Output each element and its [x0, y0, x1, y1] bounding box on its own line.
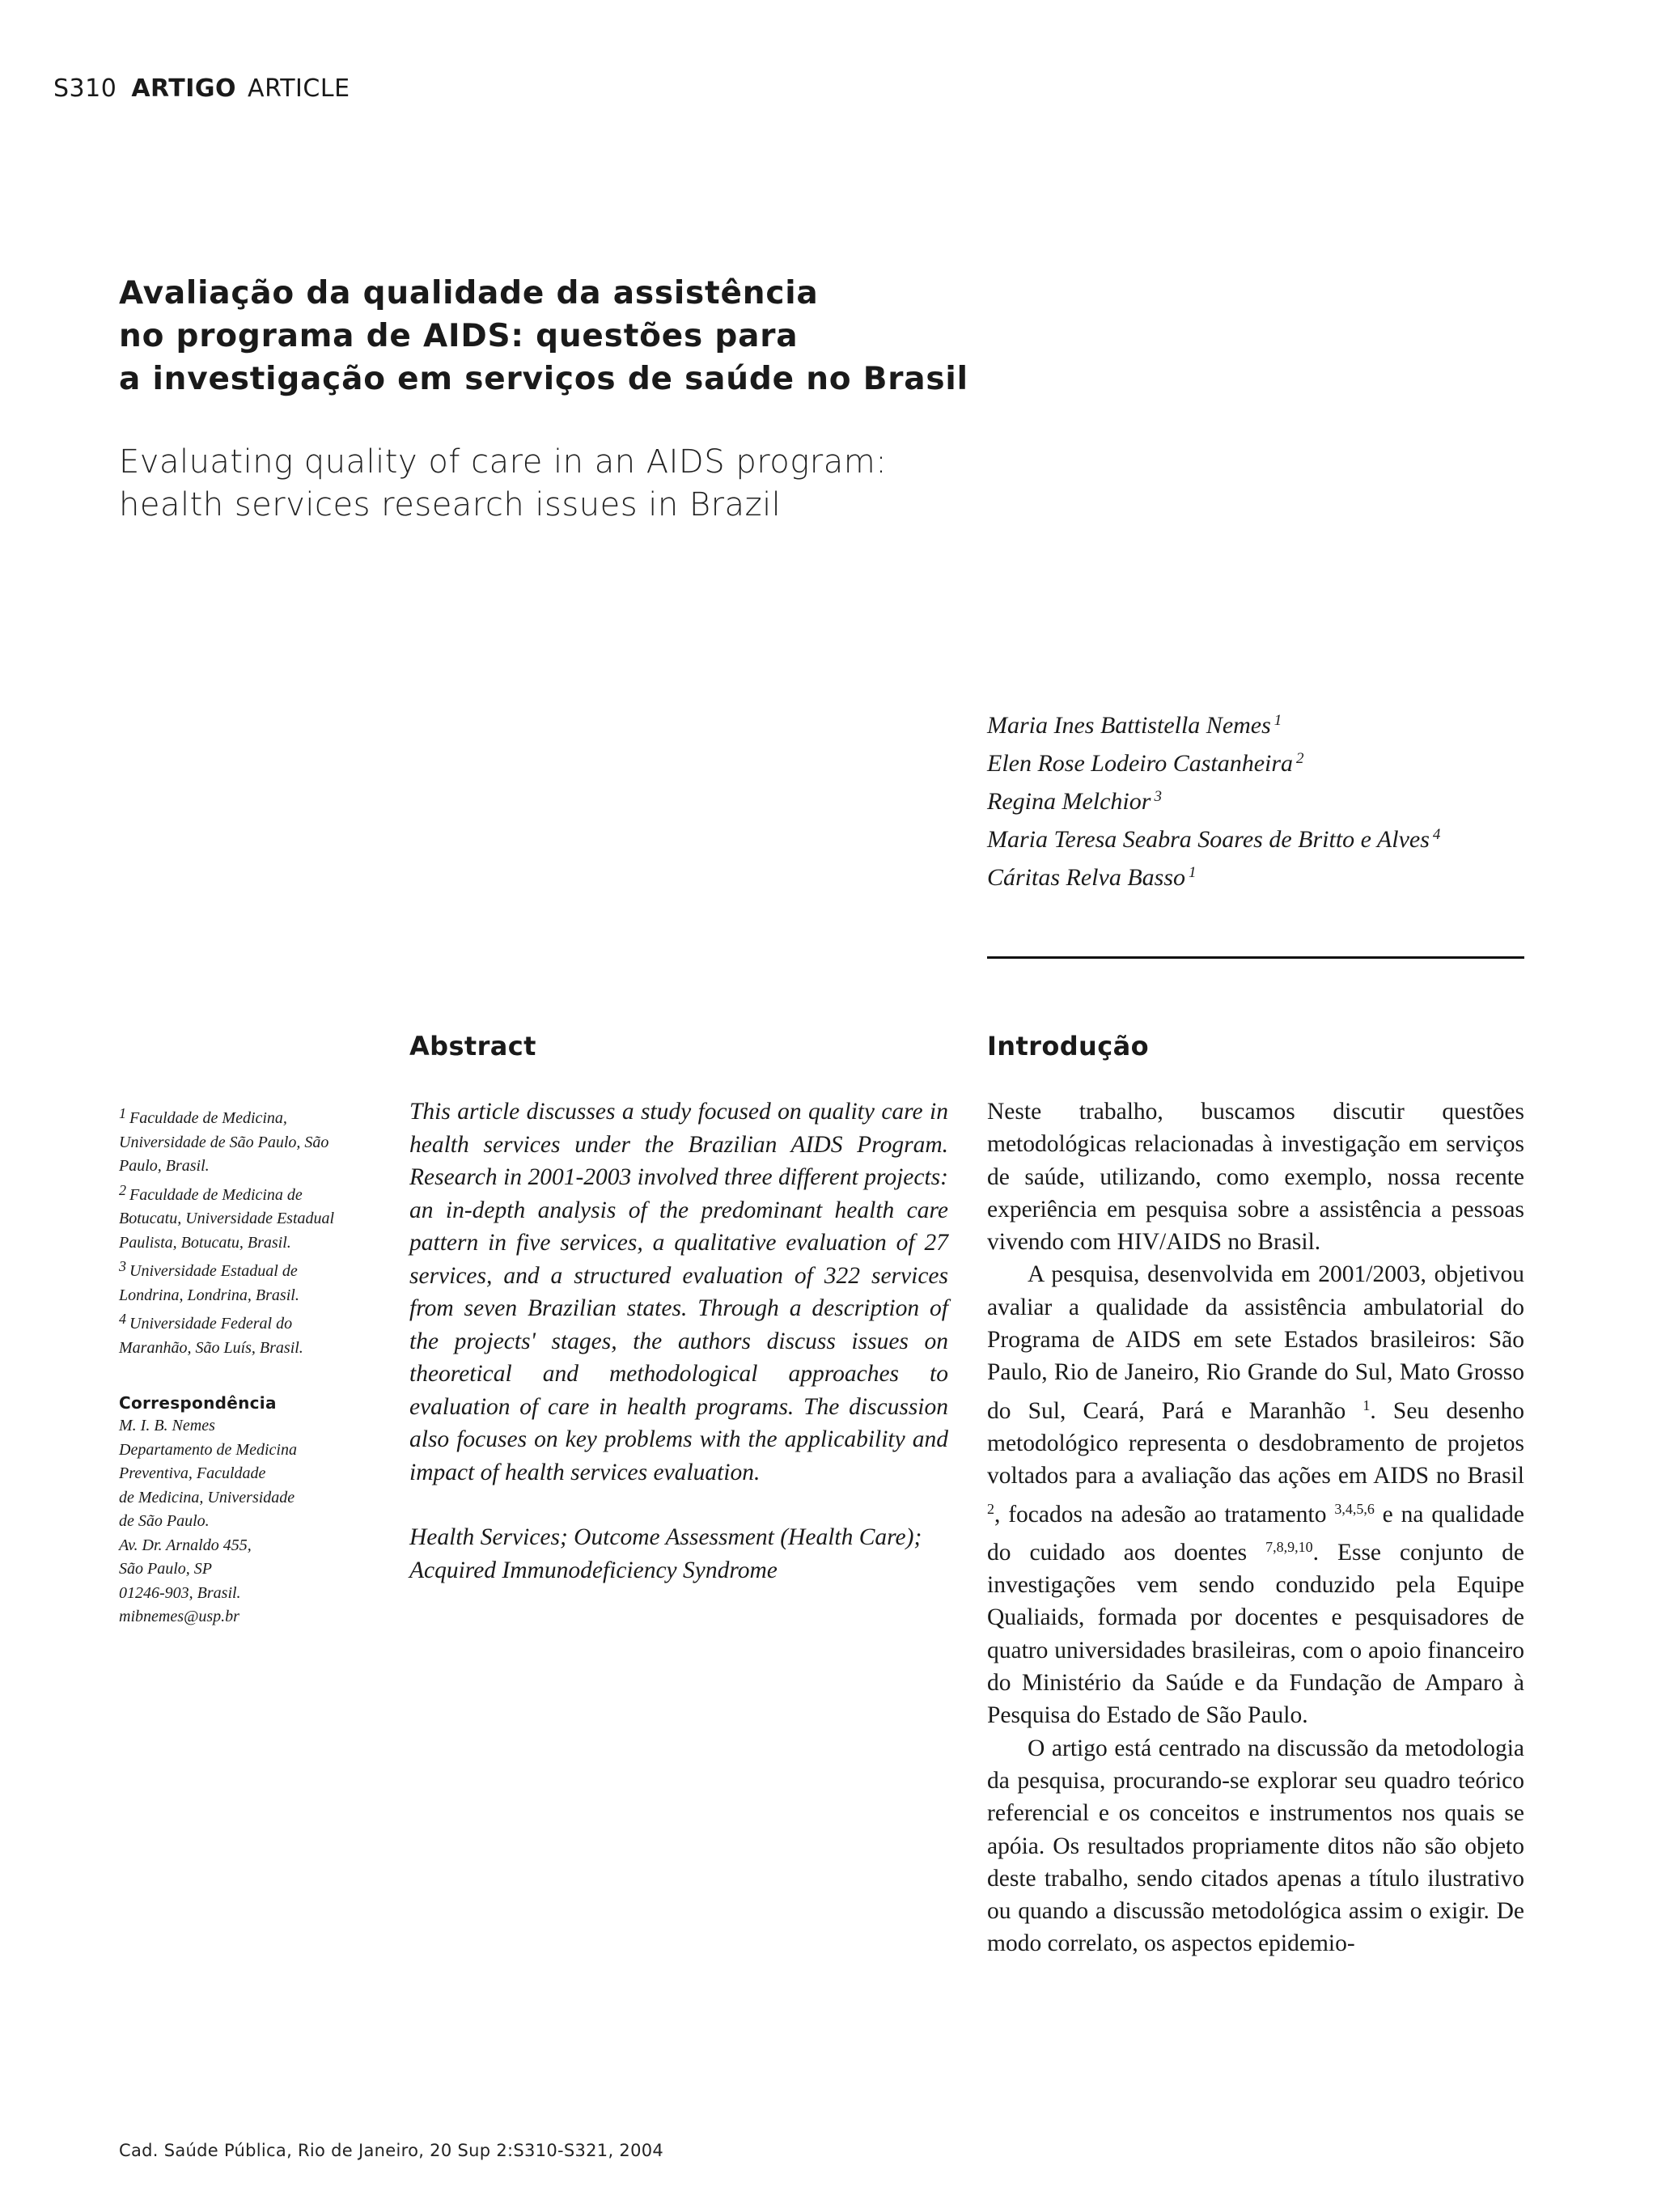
correspondence-line: 01246-903, Brasil.	[119, 1583, 241, 1602]
correspondence-line: M. I. B. Nemes	[119, 1417, 215, 1434]
abstract-keywords: Health Services; Outcome Assessment (Health Care); Acquired Immunodeficiency Syndrome	[409, 1524, 922, 1583]
section-divider	[987, 956, 1524, 959]
affiliation-text: Faculdade de Medicina, Universidade de São Paulo, São Paulo, Brasil.	[119, 1109, 329, 1175]
author	[987, 856, 1440, 894]
citation-ref[interactable]: 7,8,9,10	[1265, 1538, 1313, 1555]
author-list	[987, 704, 1440, 894]
intro-paragraph	[987, 1258, 1524, 1731]
author	[987, 704, 1440, 742]
correspondence-line: de Medicina, Universidade	[119, 1488, 295, 1506]
title-pt-line: no programa de AIDS: questões para	[119, 318, 799, 354]
intro-text: . Esse conjunto de investigações vem sendo conduzido pela Equipe Qualiaids, formada por docentes e pesquisadores de quatro universidades brasileiras, com o apoio financeiro do Ministério da Saúde e da Fundação de Amparo à Pesquisa do Estado de São Paulo.	[987, 1539, 1524, 1729]
affiliation-number: 1	[119, 1105, 126, 1121]
correspondence-line: Departamento de Medicina	[119, 1440, 297, 1459]
intro-paragraph: O artigo está centrado na discussão da metodologia da pesquisa, procurando-se explorar seu quadro teórico referencial e os conceitos e instrumentos nos quais se apóia. Os resultados propriamente ditos não são objeto deste trabalho, sendo citados apenas a título ilustrativo ou quando a discussão metodológica assim o exigir. De modo correlato, os aspectos epidemio-	[987, 1735, 1524, 1957]
title-en-line: Evaluating quality of care in an AIDS program:	[119, 443, 888, 481]
correspondence	[119, 1393, 362, 1629]
affiliation-item	[119, 1102, 362, 1179]
author-affiliation-mark: 3	[1154, 788, 1162, 805]
author-affiliation-mark: 1	[1189, 864, 1197, 881]
affiliation-text: Universidade Estadual de Londrina, Londrina, Brasil.	[119, 1262, 299, 1304]
abstract-body	[409, 1095, 948, 1587]
page-number: S310	[53, 74, 117, 103]
affiliation-item	[119, 1179, 362, 1256]
correspondence-label: Correspondência	[119, 1393, 277, 1413]
abstract-text: This article discusses a study focused on quality care in health services under the Brazilian AIDS Program. Research in 2001-2003 involved three different projects: an in-depth analysis of the predominant health care pattern in five services, a qualitative evaluation of 27 services, and a structured evaluation of 322 services from seven Brazilian states. Through a description of the projects' stages, the authors discuss issues on theoretical and methodological approaches to evaluation of care in health programs. The discussion also focuses on key problems with the applicability and impact of health services evaluation.	[409, 1099, 948, 1485]
intro-text: , focados na adesão ao tratamento	[994, 1501, 1327, 1528]
affiliation-number: 3	[119, 1258, 126, 1274]
title-en-line: health services research issues in Brazil	[119, 486, 782, 523]
correspondence-line: Preventiva, Faculdade	[119, 1464, 266, 1482]
affiliations	[119, 1102, 362, 1360]
correspondence-email[interactable]: mibnemes@usp.br	[119, 1608, 239, 1625]
author-affiliation-mark: 2	[1296, 750, 1304, 767]
correspondence-line: Av. Dr. Arnaldo 455,	[119, 1536, 252, 1554]
citation-ref[interactable]: 1	[1362, 1396, 1371, 1413]
author-name: Maria Ines Battistella Nemes	[987, 712, 1271, 739]
affiliation-item	[119, 1255, 362, 1307]
journal-citation-footer: Cad. Saúde Pública, Rio de Janeiro, 20 Sup 2:S310-S321, 2004	[119, 2141, 664, 2160]
introduction-heading: Introdução	[987, 1031, 1149, 1062]
affiliation-text: Universidade Federal do Maranhão, São Luís, Brasil.	[119, 1315, 303, 1357]
author-affiliation-mark: 4	[1432, 826, 1441, 843]
title-english	[119, 441, 1171, 527]
affiliation-number: 2	[119, 1181, 126, 1198]
author-affiliation-mark: 1	[1273, 712, 1282, 729]
author-name: Cáritas Relva Basso	[987, 864, 1185, 891]
intro-text: A pesquisa, desenvolvida em 2001/2003, objetivou avaliar a qualidade da assistência ambulatorial do Programa de AIDS em sete Estados brasileiros: São Paulo, Rio de Janeiro, Rio Grande do Sul, Mato Grosso do Sul, Ceará, Pará e Maranhão	[987, 1261, 1524, 1424]
intro-text: e na qualidade do cuidado aos doentes	[987, 1501, 1524, 1566]
author-name: Elen Rose Lodeiro Castanheira	[987, 750, 1294, 777]
section-label-en: ARTICLE	[248, 74, 350, 103]
intro-text: . Seu desenho metodológico representa o desdobramento de projetos voltados para a avaliação das ações em AIDS no Brasil	[987, 1397, 1525, 1489]
abstract-heading: Abstract	[409, 1031, 536, 1062]
section-label-pt: ARTIGO	[131, 74, 237, 103]
affiliation-number: 4	[119, 1311, 126, 1327]
correspondence-line: de São Paulo.	[119, 1512, 210, 1530]
affiliation-item	[119, 1307, 362, 1360]
affiliation-text: Faculdade de Medicina de Botucatu, Universidade Estadual Paulista, Botucatu, Brasil.	[119, 1185, 335, 1252]
intro-paragraph: Neste trabalho, buscamos discutir questões metodológicas relacionadas à investigação em serviços de saúde, utilizando, como exemplo, nossa recente experiência em pesquisa sobre a assistência a pessoas vivendo com HIV/AIDS no Brasil.	[987, 1099, 1524, 1256]
introduction-body	[987, 1095, 1524, 1960]
author	[987, 818, 1440, 856]
author-name: Regina Melchior	[987, 788, 1151, 815]
citation-ref[interactable]: 2	[987, 1500, 994, 1517]
running-head	[53, 74, 350, 103]
citation-ref[interactable]: 3,4,5,6	[1334, 1500, 1375, 1517]
author	[987, 742, 1440, 780]
author-name: Maria Teresa Seabra Soares de Britto e Alves	[987, 826, 1430, 853]
title-pt-line: Avaliação da qualidade da assistência	[119, 275, 819, 311]
author	[987, 780, 1440, 818]
correspondence-line: São Paulo, SP	[119, 1560, 212, 1578]
title-pt-line: a investigação em serviços de saúde no Brasil	[119, 361, 968, 397]
title-portuguese	[119, 272, 1171, 400]
